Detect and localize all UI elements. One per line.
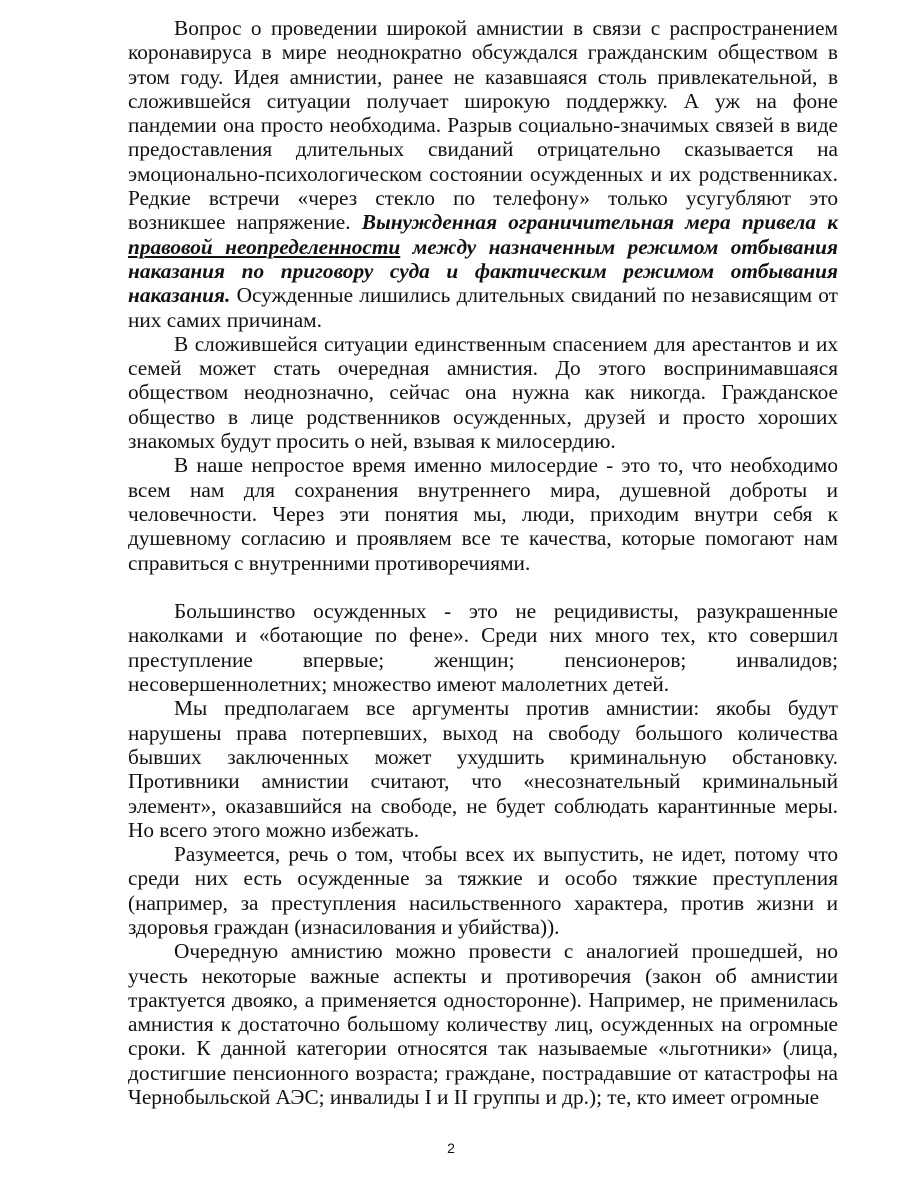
paragraph-7: Очередную амнистию можно провести с аналогией прошедшей, но учесть некоторые важные аспекты и противоречия (закон об амнистии трактуется двояко, а применяется односторонне). Например, не применилась амнистия к достаточно большому количеству лиц, осужденных на огромные сроки. К данной категории относятся так называемые «льготники» (лица, достигшие пенсионного возраста; граждане, пострадавшие от катастрофы на Чернобыльской АЭС; инвалиды I и II группы и др.); те, кто имеет огромные: [128, 939, 838, 1110]
paragraph-1-tail: Осужденные лишились длительных свиданий по независящим от них самих причинам.: [128, 283, 838, 332]
paragraph-5: Мы предполагаем все аргументы против амнистии: якобы будут нарушены права потерпевших, выход на свободу большого количества бывших заключенных может ухудшить криминальную обстановку. Противники амнистии считают, что «несознательный криминальный элемент», оказавшийся на свободе, не будет соблюдать карантинные меры. Но всего этого можно избежать.: [128, 696, 838, 842]
paragraph-4: Большинство осужденных - это не рецидивисты, разукрашенные наколками и «ботающие по фене». Среди них много тех, кто совершил преступление впервые; женщин; пенсионеров; инвалидов; несовершеннолетних; множество имеют малолетних детей.: [128, 599, 838, 697]
paragraph-1-lead: Вопрос о проведении широкой амнистии в связи с распространением коронавируса в мире неоднократно обсуждался гражданским обществом в этом году. Идея амнистии, ранее не казавшаяся столь привлекательной, в сложившейся ситуации получает широкую поддержку. А уж на фоне пандемии она просто необходима. Разрыв социально-значимых связей в виде предоставления длительных свиданий отрицательно сказывается на эмоционально-психологическом состоянии осужденных и их родственниках. Редкие встречи «через стекло по телефону» только усугубляют это возникшее напряжение.: [128, 16, 838, 235]
paragraph-3: В наше непростое время именно милосердие - это то, что необходимо всем нам для сохранения внутреннего мира, душевной доброты и человечности. Через эти понятия мы, люди, приходим внутри себя к душевному согласию и проявляем все те качества, которые помогают нам справиться с внутренними противоречиями.: [128, 453, 838, 575]
page-number: 2: [447, 1140, 455, 1156]
paragraph-6: Разумеется, речь о том, чтобы всех их выпустить, не идет, потому что среди них есть осужденные за тяжкие и особо тяжкие преступления (например, за преступления насильственного характера, против жизни и здоровья граждан (изнасилования и убийства)).: [128, 842, 838, 939]
body-text: [128, 16, 838, 1109]
underlined-emphasis: правовой неопределенности: [128, 234, 401, 259]
emphasis-text-2: между назначенным режимом отбывания наказания по приговору суда и фактическим режимом отбывания наказания.: [128, 234, 838, 308]
paragraph-1: [128, 16, 838, 332]
emphasis-text-1: Вынужденная ограничительная мера привела к: [361, 210, 838, 235]
paragraph-2: В сложившейся ситуации единственным спасением для арестантов и их семей может стать очередная амнистия. До этого воспринимавшаяся обществом неоднозначно, сейчас она нужна как никогда. Гражданское общество в лице родственников осужденных, друзей и просто хороших знакомых будут просить о ней, взывая к милосердию.: [128, 331, 838, 454]
